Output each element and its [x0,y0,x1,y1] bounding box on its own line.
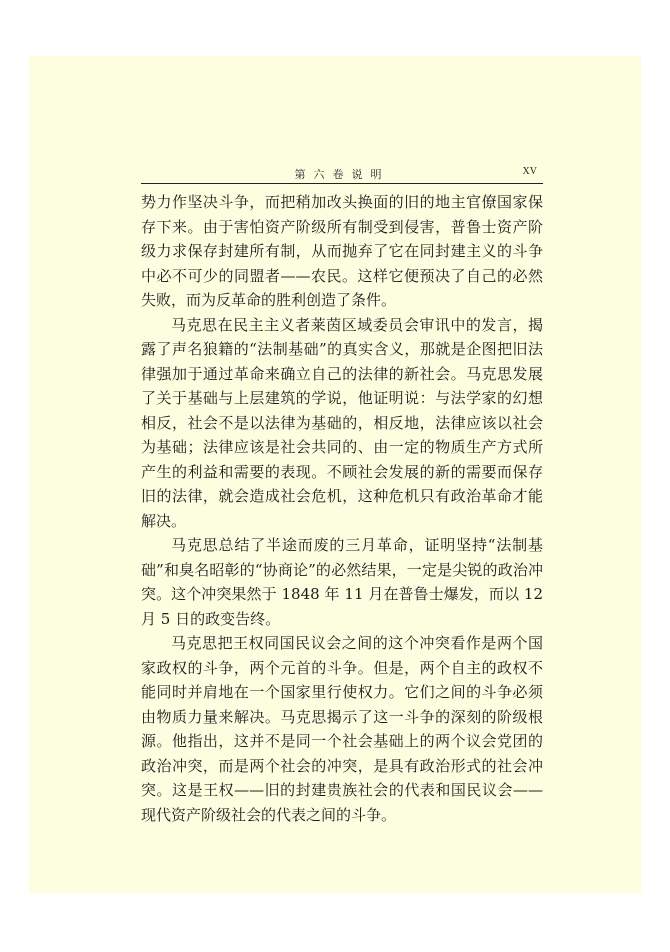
paragraph: 马克思总结了半途而废的三月革命，证明坚持“法制基础”和臭名昭彰的“协商论”的必然结果，一定是尖锐的政治冲突。这个冲突果然于 1848 年 11 月在普鲁士爆发，而以 12 月 5 日的政变告终。 [141,536,543,628]
running-header [141,163,543,184]
paragraph: 势力作坚决斗争，而把稍加改头换面的旧的地主官僚国家保存下来。由于害怕资产阶级所有制受到侵害，普鲁士资产阶级力求保存封建所有制，从而抛弃了它在同封建主义的斗争中必不可少的同盟者——农民。这样它便预决了自己的必然失败，而为反革命的胜利创造了条件。 [141,193,543,309]
paragraph: 马克思把王权同国民议会之间的这个冲突看作是两个国家政权的斗争，两个元首的斗争。但是，两个自主的政权不能同时并肩地在一个国家里行使权力。它们之间的斗争必须由物质力量来解决。马克思揭示了这一斗争的深刻的阶级根源。他指出，这并不是同一个社会基础上的两个议会党团的政治冲突，而是两个社会的冲突，是具有政治形式的社会冲突。这是王权——旧的封建贵族社会的代表和国民议会——现代资产阶级社会的代表之间的斗争。 [141,634,543,824]
header-title: 第六卷说明 [294,168,390,181]
page-number: XV [522,166,537,177]
paragraph: 马克思在民主主义者莱茵区域委员会审讯中的发言，揭露了声名狼籍的“法制基础”的真实含义，那就是企图把旧法律强加于通过革命来确立自己的法律的新社会。马克思发展了关于基础与上层建筑的学说，他证明说：与法学家的幻想相反，社会不是以法律为基础的，相反地，法律应该以社会为基础；法律应该是社会共同的、由一定的物质生产方式所产生的利益和需要的表现。不顾社会发展的新的需要而保存旧的法律，就会造成社会危机，这种危机只有政治革命才能解决。 [141,315,543,530]
body-text [141,190,543,827]
